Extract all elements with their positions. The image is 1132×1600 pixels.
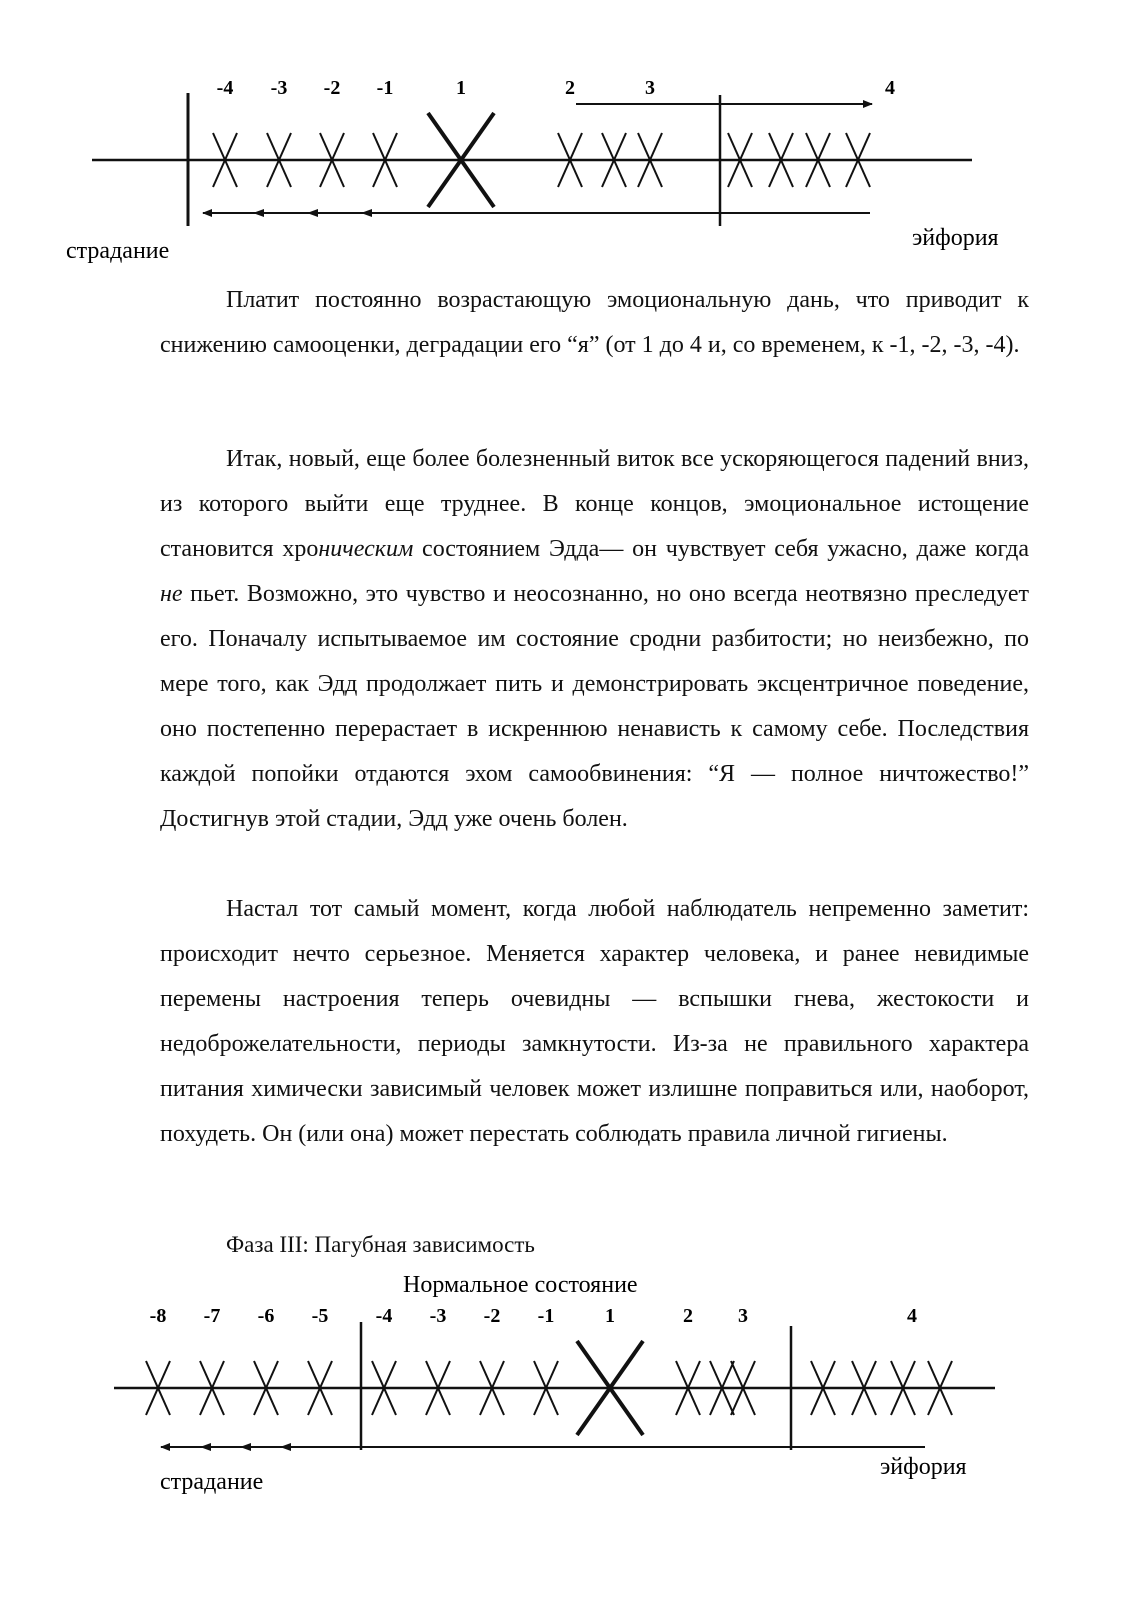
scale-labels <box>217 77 895 99</box>
label-euphoria: эйфория <box>880 1454 967 1480</box>
arrow-head <box>253 209 264 217</box>
scale-label: 3 <box>645 77 655 99</box>
arrow-head <box>280 1443 291 1451</box>
scale-label: 4 <box>907 1305 917 1327</box>
paragraph-1: Платит постоянно возрастающую эмоциональную дань, что приводит к снижению самооценки, деградации его “я” (от 1 до 4 и, со временем, к -1, -2, -3, -4). <box>160 287 1029 358</box>
scale-label: -2 <box>323 77 341 99</box>
scale-label: -4 <box>375 1305 393 1327</box>
scale-label: -7 <box>203 1305 221 1327</box>
diagram-phase-3 <box>0 1270 1132 1590</box>
scale-label: -2 <box>483 1305 501 1327</box>
scale-label: -6 <box>257 1305 275 1327</box>
scale-label: 2 <box>565 77 575 99</box>
paragraph-3: Настал тот самый момент, когда любой наблюдатель непременно заметит: происходит нечто серьезное. Меняется характер человека, и ранее невидимые перемены настроения теперь очевидны — вспышки гнева, жестокости и недоброжелательности, периоды замкнутости. Из-за не правильного характера питания химически зависимый человек может излишне поправиться или, наоборот, похудеть. Он (или она) может перестать соблюдать правила личной гигиены. <box>160 896 1029 1147</box>
italic-text: ническим <box>318 536 414 562</box>
phase-heading: Фаза III: Пагубная зависимость <box>226 1232 535 1257</box>
italic-text: не <box>160 581 183 607</box>
label-suffering: страдание <box>66 238 170 264</box>
arrow-head <box>200 1443 211 1451</box>
scale-label: -4 <box>216 77 234 99</box>
scale-label: -3 <box>270 77 288 99</box>
diagram-phase-2 <box>0 0 1132 270</box>
scale-label: 1 <box>605 1305 615 1327</box>
scale-label: -1 <box>376 77 394 99</box>
label-normal-state: Нормальное состояние <box>403 1272 638 1298</box>
label-suffering: страдание <box>160 1469 264 1495</box>
scale-label: -1 <box>537 1305 555 1327</box>
scale-labels <box>150 1305 917 1327</box>
scale-label: 2 <box>683 1305 693 1327</box>
paragraph-2: Итак, новый, еще более болезненный виток все ускоряющегося падений вниз, из которого выйти еще труднее. В конце концов, эмоциональное истощение становится хроническим состоянием Эдда— он чувствует себя ужасно, даже когда не пьет. Возможно, это чувство и неосознанно, но оно всегда неотвязно преследует его. Поначалу испытываемое им состояние сродни разбитости; но неизбежно, по мере того, как Эдд продолжает пить и демонстрировать эксцентричное поведение, оно постепенно перерастает в искреннюю ненависть к самому себе. Последствия каждой попойки отдаются эхом самообвинения: “Я — полное ничтожество!” Достигнув этой стадии, Эдд уже очень болен. <box>160 446 1030 832</box>
scale-label: 1 <box>456 77 466 99</box>
scale-label: -3 <box>429 1305 447 1327</box>
scale-label: 3 <box>738 1305 748 1327</box>
scale-label: -8 <box>149 1305 167 1327</box>
arrow-head <box>240 1443 251 1451</box>
arrow-head <box>361 209 372 217</box>
scale-label: -5 <box>311 1305 329 1327</box>
arrow-head <box>307 209 318 217</box>
scale-label: 4 <box>885 77 895 99</box>
label-euphoria: эйфория <box>912 225 999 251</box>
